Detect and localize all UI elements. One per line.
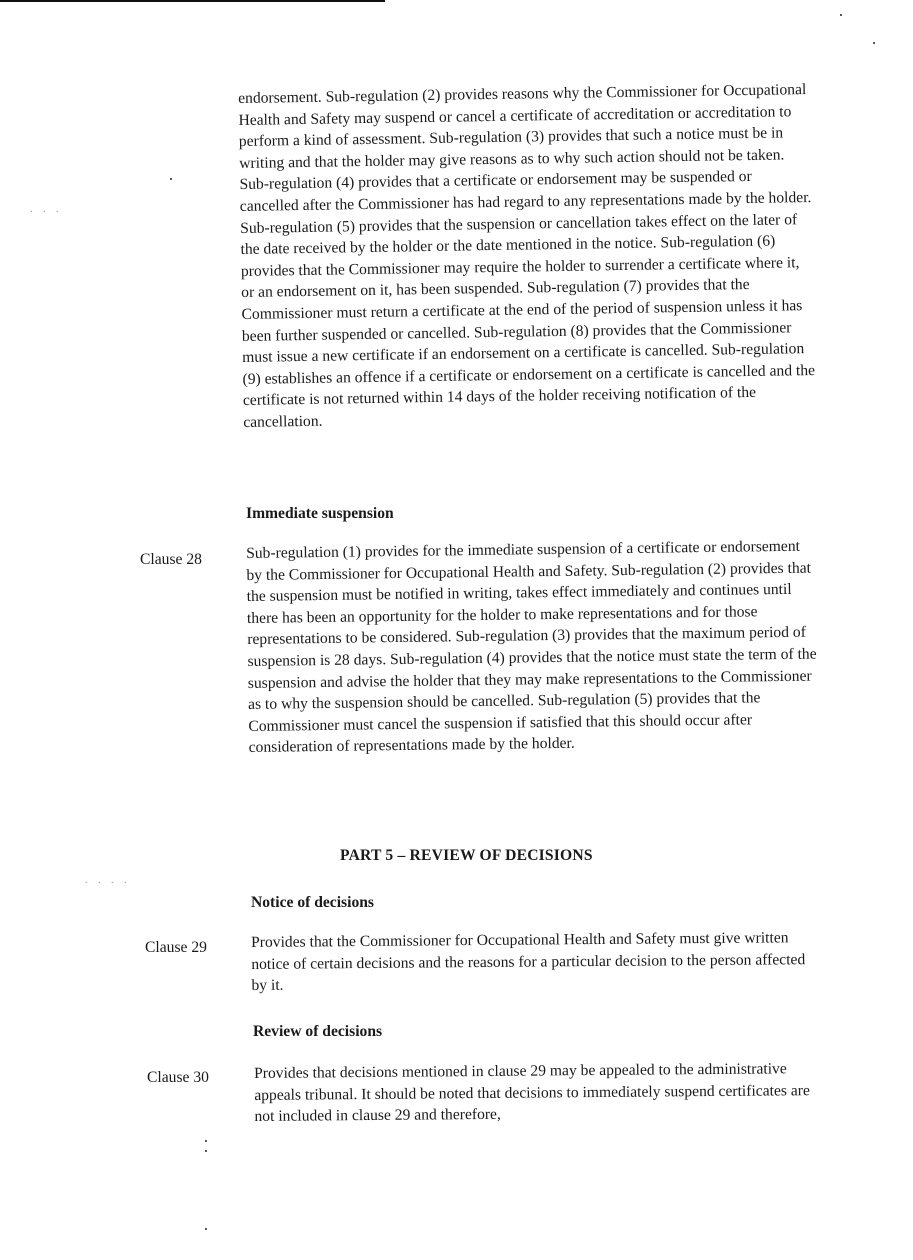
clause-30-text: Provides that decisions mentioned in clause 29 may be appealed to the administrative appeals tribunal. It should be noted that decisions to immediately suspend certificates are not included in clause 29 and therefore, [254,1060,810,1126]
clause-label-29: Clause 29 [145,939,207,956]
scan-top-edge-line [0,0,385,2]
scan-speck [873,42,875,44]
scan-speck [170,178,172,180]
section-heading-notice-of-decisions: Notice of decisions [251,894,374,911]
scan-speck [205,1228,207,1230]
scan-speck [205,1140,207,1142]
clause-label-30: Clause 30 [147,1069,209,1086]
clause-label-28: Clause 28 [140,551,202,568]
section-heading-immediate-suspension: Immediate suspension [246,505,394,522]
clause-28-text: Sub-regulation (1) provides for the immediate suspension of a certificate or endorsement by the Commissioner for Occupational Health and Safety. Sub-regulation (2) provides that the suspension must be notified in writing, takes effect immediately and continues until there has been an opportunity for the holder to make representations and for those representations to be considered. Sub-regulation (3) provides that the maximum period of suspension is 28 days. Sub-regulation (4) provides that the notice must state the term of the suspension and advise the holder that they may make representations to the Commissioner as to why the suspension should be cancelled. Sub-regulation (5) provides that the Commissioner must cancel the suspension if satisfied that this should occur after consideration of representations made by the holder. [246,537,817,757]
scan-speck [205,1150,207,1152]
part-5-title: PART 5 – REVIEW OF DECISIONS [340,847,593,864]
scan-margin-dots: . . . . [85,875,131,886]
scan-speck [840,14,842,16]
continued-paragraph: endorsement. Sub-regulation (2) provides reasons why the Commissioner for Occupational Health and Safety may suspend or cancel a certificate of accreditation or accreditation to perform a kind of assessment. Sub-regulation (3) provides that such a notice must be in writing and that the holder may give reasons as to why such action should not be taken. Sub-regulation (4) provides that a certificate or endorsement may be suspended or cancelled after the Commissioner has had regard to any representations made by the holder. Sub-regulation (5) provides that the suspension or cancellation takes effect on the later of the date received by the holder or the date mentioned in the notice. Sub-regulation (6) provides that the Commissioner may require the holder to surrender a certificate where it, or an endorsement on it, has been suspended. Sub-regulation (7) provides that the Commissioner must return a certificate at the end of the period of suspension unless it has been further suspended or cancelled. Sub-regulation (8) provides that the Commissioner must issue a new certificate if an endorsement on a certificate is cancelled. Sub-regulation (9) establishes an offence if a certificate or endorsement on a certificate is cancelled and the certificate is not returned within 14 days of the holder receiving notification of the cancellation. [238,81,816,431]
section-heading-review-of-decisions: Review of decisions [253,1023,383,1040]
scan-margin-dots: . . . [30,204,63,215]
clause-29-text: Provides that the Commissioner for Occupational Health and Safety must give written notice of certain decisions and the reasons for a particular decision to the person affected by it. [251,929,806,995]
